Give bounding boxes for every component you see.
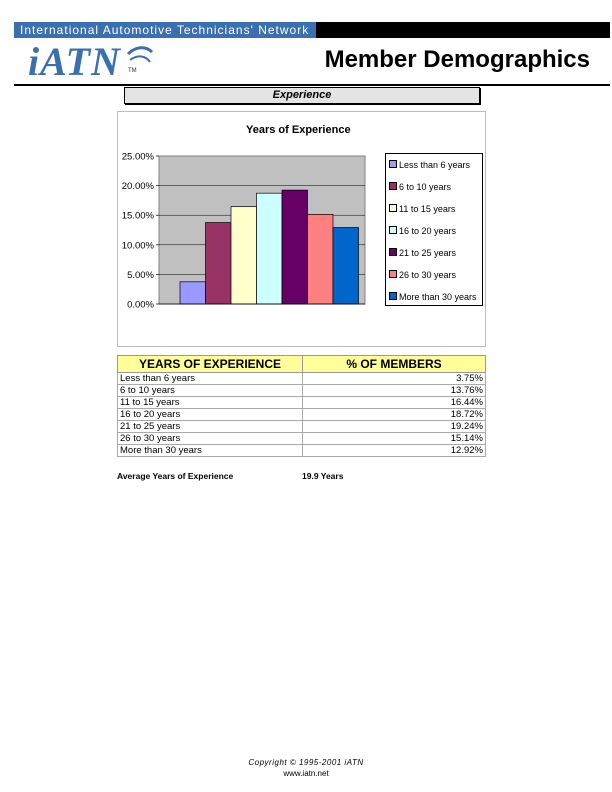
table-row xyxy=(118,445,486,457)
legend-item xyxy=(389,269,456,281)
page-title: Member Demographics xyxy=(324,46,590,73)
copyright: Copyright © 1995-2001 iATN xyxy=(248,758,364,767)
legend-label: 26 to 30 years xyxy=(399,270,457,280)
banner-bar xyxy=(316,22,610,38)
legend-swatch xyxy=(389,270,397,278)
legend-item xyxy=(389,291,477,303)
logo-text: iATN xyxy=(28,39,121,84)
table-header-row xyxy=(118,356,486,373)
bar xyxy=(206,223,232,304)
bar xyxy=(257,193,283,304)
table-cell-percent: 18.72% xyxy=(303,409,486,421)
legend-label: 6 to 10 years xyxy=(399,182,452,192)
table-cell-range: 21 to 25 years xyxy=(118,421,303,433)
table-row xyxy=(118,397,486,409)
table-cell-percent: 3.75% xyxy=(303,373,486,385)
iatn-logo xyxy=(28,40,168,84)
table-row xyxy=(118,373,486,385)
logo-swoosh-icon xyxy=(126,44,154,70)
table-cell-range: 6 to 10 years xyxy=(118,385,303,397)
legend-item xyxy=(389,225,456,237)
table-row xyxy=(118,409,486,421)
table-cell-range: 26 to 30 years xyxy=(118,433,303,445)
bar xyxy=(333,228,359,304)
experience-table xyxy=(117,355,486,457)
legend-label: 21 to 25 years xyxy=(399,248,457,258)
bar xyxy=(231,207,257,304)
chart-legend xyxy=(385,153,483,306)
legend-label: More than 30 years xyxy=(399,292,477,302)
table-row xyxy=(118,433,486,445)
table-row xyxy=(118,421,486,433)
y-tick-label: 0.00% xyxy=(127,299,154,311)
legend-swatch xyxy=(389,292,397,300)
y-tick-label: 20.00% xyxy=(121,181,154,193)
legend-item xyxy=(389,159,470,171)
table-cell-percent: 12.92% xyxy=(303,445,486,457)
table-header-percent: % OF MEMBERS xyxy=(303,356,486,373)
legend-swatch xyxy=(389,182,397,190)
bar xyxy=(180,282,206,304)
legend-label: 11 to 15 years xyxy=(399,204,456,214)
y-tick-label: 15.00% xyxy=(121,210,154,222)
bar xyxy=(308,214,334,304)
chart-title: Years of Experience xyxy=(246,124,351,136)
network-banner: International Automotive Technicians' Network xyxy=(14,22,316,38)
legend-label: 16 to 20 years xyxy=(399,226,457,236)
y-tick-label: 5.00% xyxy=(127,269,154,281)
table-cell-range: 16 to 20 years xyxy=(118,409,303,421)
header-divider xyxy=(14,84,610,86)
table-cell-percent: 19.24% xyxy=(303,421,486,433)
bar xyxy=(282,190,308,304)
table-cell-range: More than 30 years xyxy=(118,445,303,457)
table-cell-range: 11 to 15 years xyxy=(118,397,303,409)
average-label: Average Years of Experience xyxy=(117,471,234,481)
legend-swatch xyxy=(389,226,397,234)
legend-item xyxy=(389,181,451,193)
table-cell-range: Less than 6 years xyxy=(118,373,303,385)
legend-item xyxy=(389,247,456,259)
legend-label: Less than 6 years xyxy=(399,160,471,170)
y-tick-label: 25.00% xyxy=(121,151,154,163)
logo-trademark: TM xyxy=(128,68,137,74)
footer-url: www.iatn.net xyxy=(283,769,329,778)
y-tick-label: 10.00% xyxy=(121,240,154,252)
legend-swatch xyxy=(389,160,397,168)
section-heading: Experience xyxy=(124,87,480,104)
average-value: 19.9 Years xyxy=(302,471,344,481)
legend-item xyxy=(389,203,455,215)
table-header-years: YEARS OF EXPERIENCE xyxy=(118,356,303,373)
table-cell-percent: 15.14% xyxy=(303,433,486,445)
chart-frame xyxy=(117,111,486,347)
table-cell-percent: 13.76% xyxy=(303,385,486,397)
table-cell-percent: 16.44% xyxy=(303,397,486,409)
legend-swatch xyxy=(389,248,397,256)
legend-swatch xyxy=(389,204,397,212)
table-row xyxy=(118,385,486,397)
